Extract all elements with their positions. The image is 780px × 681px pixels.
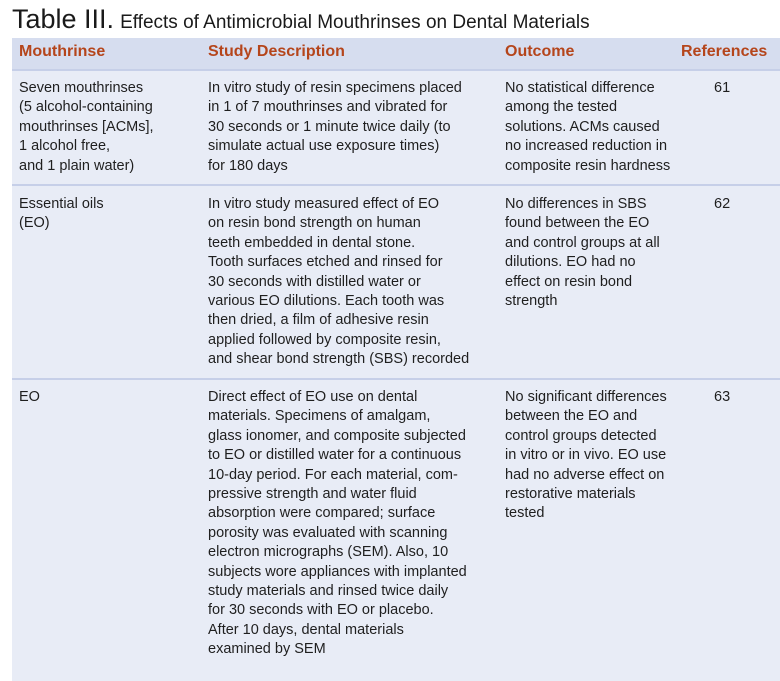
description-cell	[208, 388, 467, 660]
mouthrinse-cell	[19, 388, 40, 407]
cell-line: porosity was evaluated with scanning	[208, 524, 448, 541]
cell-line: strength	[505, 293, 558, 310]
description-cell	[208, 195, 469, 370]
cell-line: Direct effect of EO use on dental	[208, 389, 418, 405]
cell-line: and 1 plain water)	[19, 157, 135, 174]
cell-line: effect on resin bond	[505, 273, 633, 290]
cell-line: 30 seconds or 1 minute twice daily (to	[208, 118, 451, 135]
cell-line: In vitro study measured effect of EO	[208, 196, 440, 212]
cell-line: in 1 of 7 mouthrinses and vibrated for	[208, 99, 448, 116]
cell-line: restorative materials	[505, 486, 636, 503]
cell-line: (EO)	[19, 215, 50, 232]
header-references: References	[681, 43, 768, 60]
cell-line: composite resin hardness	[505, 157, 671, 174]
header-mouthrinse: Mouthrinse	[19, 43, 106, 60]
cell-line: found between the EO	[505, 215, 650, 232]
cell-line: dilutions. EO had no	[505, 254, 636, 271]
cell-line: materials. Specimens of amalgam,	[208, 408, 431, 425]
cell-line: examined by SEM	[208, 641, 326, 658]
cell-line: on resin bond strength on human	[208, 215, 421, 232]
cell-line: 10-day period. For each material, com-	[208, 466, 458, 483]
cell-line: tested	[505, 505, 545, 522]
cell-line: solutions. ACMs caused	[505, 118, 660, 135]
cell-line: EO	[19, 389, 40, 405]
cell-line: (5 alcohol-containing	[19, 99, 153, 116]
mouthrinse-cell	[19, 195, 104, 234]
table-header-row	[12, 38, 780, 69]
outcome-cell	[505, 195, 660, 311]
cell-line: In vitro study of resin specimens placed	[208, 80, 462, 96]
cell-line: simulate actual use exposure times)	[208, 138, 440, 155]
mouthrinse-table	[12, 38, 780, 681]
cell-line: No differences in SBS	[505, 196, 647, 212]
header-outcome: Outcome	[505, 43, 575, 60]
cell-line: had no adverse effect on	[505, 466, 665, 483]
outcome-cell	[505, 388, 667, 524]
cell-line: 1 alcohol free,	[19, 138, 111, 155]
description-cell	[208, 79, 462, 176]
cell-line: then dried, a film of adhesive resin	[208, 312, 429, 329]
cell-line: electron micrographs (SEM). Also, 10	[208, 544, 449, 561]
cell-line: in vitro or in vivo. EO use	[505, 447, 667, 464]
cell-line: applied followed by composite resin,	[208, 331, 441, 348]
reference-cell: 62	[714, 196, 731, 212]
cell-line: After 10 days, dental materials	[208, 621, 404, 638]
cell-line: study materials and rinsed twice daily	[208, 583, 449, 600]
cell-line: among the tested	[505, 99, 618, 116]
cell-line: 30 seconds with distilled water or	[208, 273, 421, 290]
cell-line: control groups detected	[505, 427, 657, 444]
cell-line: Tooth surfaces etched and rinsed for	[208, 254, 443, 271]
cell-line: teeth embedded in dental stone.	[208, 234, 416, 251]
cell-line: for 180 days	[208, 157, 288, 174]
cell-line: and control groups at all	[505, 234, 660, 251]
row-divider	[12, 184, 780, 186]
cell-line: between the EO and	[505, 408, 638, 425]
header-study-description: Study Description	[208, 43, 345, 60]
cell-line: absorption were compared; surface	[208, 505, 436, 522]
cell-line: various EO dilutions. Each tooth was	[208, 293, 445, 310]
cell-line: mouthrinses [ACMs],	[19, 118, 154, 135]
cell-line: for 30 seconds with EO or placebo.	[208, 602, 434, 619]
cell-line: and shear bond strength (SBS) recorded	[208, 351, 470, 368]
cell-line: Seven mouthrinses	[19, 80, 144, 96]
cell-line: pressive strength and water fluid	[208, 486, 417, 503]
cell-line: No statistical difference	[505, 80, 655, 96]
reference-cell: 63	[714, 389, 731, 405]
cell-line: to EO or distilled water for a continuous	[208, 447, 462, 464]
row-divider	[12, 378, 780, 380]
cell-line: glass ionomer, and composite subjected	[208, 427, 466, 444]
cell-line: No significant differences	[505, 389, 667, 405]
mouthrinse-cell	[19, 79, 154, 176]
cell-line: no increased reduction in	[505, 138, 668, 155]
row-divider	[12, 69, 780, 71]
cell-line: Essential oils	[19, 196, 104, 212]
table-caption: Effects of Antimicrobial Mouthrinses on Dental Materials	[120, 12, 590, 33]
reference-cell: 61	[714, 80, 731, 96]
cell-line: subjects wore appliances with implanted	[208, 563, 467, 580]
table-number: Table III.	[12, 4, 115, 34]
table-title	[12, 2, 590, 41]
outcome-cell	[505, 79, 670, 176]
